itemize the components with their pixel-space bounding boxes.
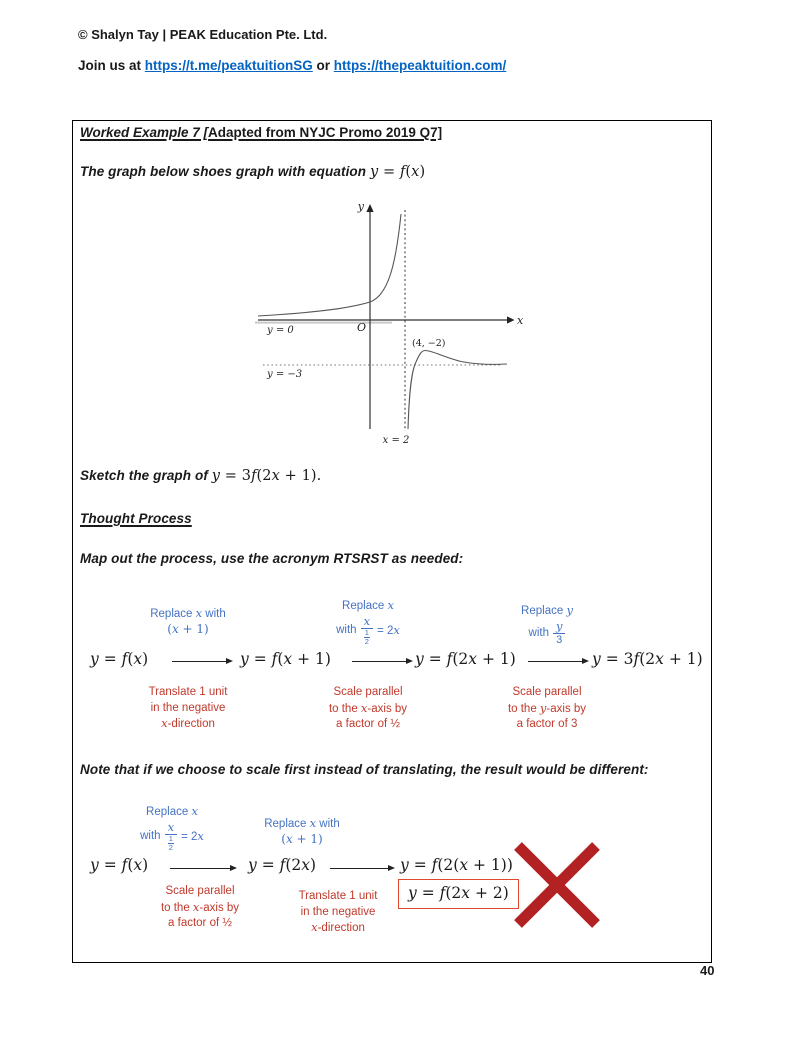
d1-blue3-fraction xyxy=(553,620,566,646)
d2-red1-line3: a factor of ½ xyxy=(168,917,232,929)
title-italic-part: Worked Example 7 [ xyxy=(80,125,209,140)
asymptote-ym3-label: y = −3 xyxy=(267,369,303,380)
note-sentence: Note that if we choose to scale first instead of translating, the result would be different: xyxy=(80,762,649,777)
d1-red1-line1: Translate 1 unit xyxy=(148,686,228,698)
d2-blue-label-1 xyxy=(97,804,247,853)
origin-label: O xyxy=(356,321,366,334)
d1-red-label-1 xyxy=(113,685,263,733)
d2-blue1-fraction xyxy=(165,821,178,853)
d2-red-label-2 xyxy=(263,889,413,937)
d1-blue3-line2 xyxy=(472,620,622,646)
y-axis-arrow-icon xyxy=(366,204,373,212)
website-link[interactable]: https://thepeaktuition.com/ xyxy=(333,58,507,73)
worked-example-title xyxy=(80,125,442,140)
d2-equation-1: y = f(x) xyxy=(90,856,149,874)
d1-red3-line1: Scale parallel xyxy=(512,686,582,698)
d1-blue2-frac-num: x xyxy=(361,615,374,629)
d1-red3-line3: a factor of 3 xyxy=(516,718,578,730)
y-axis-label: y xyxy=(357,200,364,213)
d1-blue-label-2 xyxy=(293,598,443,647)
d2-blue1-den-den: 2 xyxy=(168,843,173,853)
d2-equation-2: y = f(2x) xyxy=(248,856,317,874)
d1-red-label-2 xyxy=(293,685,443,733)
d1-arrow-3 xyxy=(528,661,582,662)
function-graph-figure xyxy=(255,200,525,450)
d2-blue1-frac-num: x xyxy=(165,821,178,835)
red-cross-icon xyxy=(511,840,603,930)
thought-process-heading: Thought Process xyxy=(80,511,192,526)
d1-blue2-den-num: 1 xyxy=(364,627,369,637)
sketch-text: Sketch the graph of xyxy=(80,468,212,483)
d1-blue-label-1 xyxy=(113,606,263,637)
d1-blue2-frac-den xyxy=(361,629,374,647)
d2-blue1-with: with xyxy=(140,830,161,843)
join-prefix: Join us at xyxy=(78,58,145,73)
d1-blue3-line1: Replace y xyxy=(521,603,573,617)
d1-blue2-tail: = 2x xyxy=(377,622,400,637)
x-axis-arrow-icon xyxy=(507,316,515,323)
d1-equation-1: y = f(x) xyxy=(90,650,149,668)
asymptote-y0-label: y = 0 xyxy=(267,325,294,336)
d2-arrow-1 xyxy=(170,868,230,869)
d1-red3-line2: to the y-axis by xyxy=(507,700,587,715)
d1-blue2-fraction xyxy=(361,615,374,647)
d1-red2-line1: Scale parallel xyxy=(333,686,403,698)
d1-red2-line3: a factor of ½ xyxy=(336,718,400,730)
d2-blue1-frac-den xyxy=(165,835,178,853)
turning-point-label: (4, −2) xyxy=(412,338,446,349)
d2-blue1-tail: = 2x xyxy=(181,828,204,843)
d2-red2-line1: Translate 1 unit xyxy=(298,890,378,902)
boxed-result xyxy=(398,879,519,909)
d1-equation-3: y = f(2x + 1) xyxy=(415,650,516,668)
copyright-line: © Shalyn Tay | PEAK Education Pte. Ltd. xyxy=(78,27,328,42)
d1-blue2-with: with xyxy=(336,624,357,637)
d1-equation-2: y = f(x + 1) xyxy=(240,650,331,668)
d2-blue1-line2 xyxy=(97,821,247,853)
curve-left-branch xyxy=(258,214,401,316)
boxed-equation: y = f(2x + 2) xyxy=(408,884,509,902)
d1-blue-label-3 xyxy=(472,603,622,646)
title-bold-part: Adapted from NYJC Promo 2019 Q7] xyxy=(208,125,443,140)
d1-blue3-frac-den: 3 xyxy=(556,633,563,646)
intro-equation: y = f(x) xyxy=(369,164,426,180)
d1-arrow-2 xyxy=(352,661,406,662)
d2-blue1-line1: Replace x xyxy=(146,804,198,818)
intro-text: The graph below shoes graph with equation xyxy=(80,164,370,179)
d1-arrow-1 xyxy=(172,661,226,662)
d1-blue2-line2 xyxy=(293,615,443,647)
d2-red2-line3: x-direction xyxy=(311,920,365,934)
d1-blue1-line2: (x + 1) xyxy=(167,622,209,636)
x-axis-label: x xyxy=(517,314,524,327)
d1-blue2-den-den: 2 xyxy=(364,637,369,647)
sketch-equation: y = 3f(2x + 1). xyxy=(211,468,322,484)
d2-red1-line2: to the x-axis by xyxy=(160,899,240,914)
join-or: or xyxy=(312,58,334,73)
d1-equation-4: y = 3f(2x + 1) xyxy=(592,650,703,668)
d2-red2-line2: in the negative xyxy=(300,905,376,918)
d1-red1-line2: in the negative xyxy=(150,701,226,714)
d2-equation-3: y = f(2(x + 1)) xyxy=(400,856,513,874)
intro-sentence xyxy=(80,164,425,180)
d2-red1-line1: Scale parallel xyxy=(165,885,235,897)
d1-blue3-frac-num: y xyxy=(553,620,566,634)
page-number: 40 xyxy=(700,963,715,978)
curve-right-branch xyxy=(408,351,507,430)
telegram-link[interactable]: https://t.me/peaktuitionSG xyxy=(144,58,313,73)
d1-blue1-line1: Replace x with xyxy=(150,606,226,620)
d2-blue2-line2: (x + 1) xyxy=(281,832,323,846)
d2-red-label-1 xyxy=(125,884,275,932)
join-line xyxy=(78,58,506,73)
d2-blue2-line1: Replace x with xyxy=(264,816,340,830)
d1-red2-line2: to the x-axis by xyxy=(328,700,408,715)
d1-blue2-line1: Replace x xyxy=(342,598,394,612)
asymptote-x2-label: x = 2 xyxy=(382,435,410,446)
d1-blue3-with: with xyxy=(528,626,549,639)
d2-arrow-2 xyxy=(330,868,388,869)
d2-blue1-den-num: 1 xyxy=(168,833,173,843)
d1-red1-line3: x-direction xyxy=(161,716,215,730)
map-process-sentence: Map out the process, use the acronym RTSRST as needed: xyxy=(80,551,464,566)
d1-red-label-3 xyxy=(472,685,622,733)
d2-blue-label-2 xyxy=(227,816,377,847)
sketch-sentence xyxy=(80,468,321,484)
